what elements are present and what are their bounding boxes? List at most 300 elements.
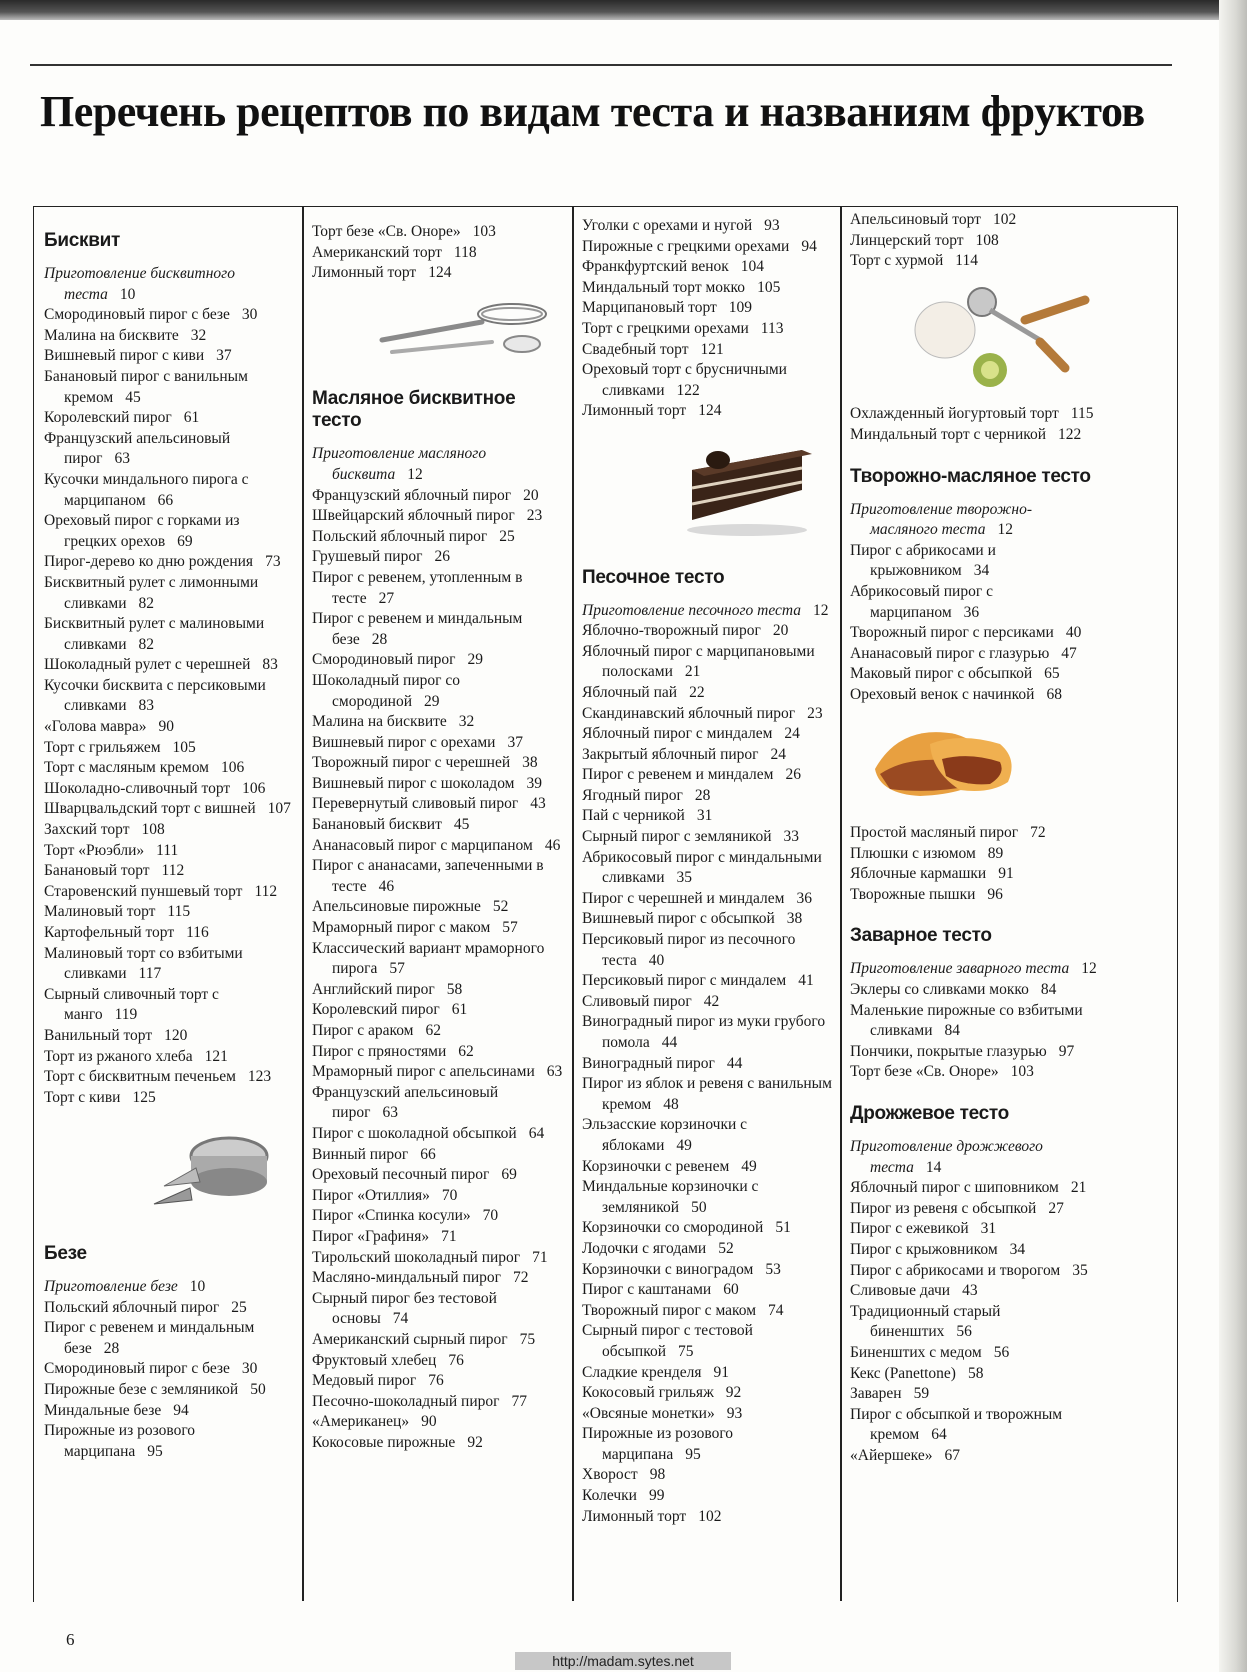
recipe-title: Лимонный торт (582, 1507, 687, 1525)
recipe-section (44, 1243, 296, 1462)
recipe-section (850, 925, 1098, 1083)
recipe-page-number: 45 (125, 388, 141, 406)
recipe-page-number: 113 (760, 319, 784, 337)
recipe-title: «Овсяные монетки» (582, 1404, 715, 1422)
recipe-title: Английский пирог (312, 980, 435, 998)
recipe-title: Пирог с ежевикой (850, 1220, 969, 1238)
recipe-page-number: 38 (522, 754, 538, 772)
recipe-entry (44, 1026, 296, 1047)
recipe-title: Корзиночки с виноградом (582, 1260, 754, 1278)
recipe-entry (850, 685, 1098, 706)
recipe-entry (582, 930, 834, 971)
recipe-page-number: 59 (913, 1385, 930, 1403)
recipe-entry (44, 1298, 296, 1319)
recipe-page-number: 70 (482, 1207, 499, 1225)
recipe-page-number: 23 (526, 507, 543, 525)
recipe-title: Пирог с каштанами (582, 1281, 712, 1299)
recipe-page-number: 123 (247, 1068, 272, 1086)
recipe-entry (44, 882, 296, 903)
recipe-page-number: 60 (723, 1281, 739, 1299)
recipe-title: Персиковый пирог с миндалем (582, 972, 787, 990)
recipe-entry (582, 1404, 834, 1425)
recipe-page-number: 76 (448, 1351, 464, 1369)
recipe-entry (312, 568, 566, 609)
recipe-title: Шоколадный пирог со смородиной (312, 671, 461, 710)
recipe-page-number: 66 (157, 491, 174, 509)
recipe-entry (850, 404, 1098, 425)
recipe-entry (850, 1219, 1098, 1240)
recipe-page-number: 10 (189, 1277, 206, 1295)
recipe-section (582, 216, 834, 422)
recipe-entry (582, 1260, 834, 1281)
recipe-entry (850, 1261, 1098, 1282)
recipe-entry (44, 1359, 296, 1380)
recipe-entry (582, 724, 834, 745)
recipe-page-number: 43 (530, 795, 546, 813)
recipe-entry (582, 1074, 834, 1115)
recipe-section (44, 230, 296, 1108)
recipe-section (850, 466, 1098, 706)
recipe-page-number: 50 (250, 1380, 266, 1398)
recipe-page-number: 75 (678, 1342, 694, 1360)
recipe-title: Пирог «Графиня» (312, 1227, 430, 1245)
recipe-title: Банановый торт (44, 862, 150, 880)
recipe-title: Пирог с ревенем и миндалем (582, 766, 774, 784)
recipe-entry (582, 971, 834, 992)
recipe-title: Виноградный пирог из муки грубого помола (582, 1013, 826, 1051)
recipe-page-number: 34 (973, 562, 990, 580)
preparation-entry (850, 500, 1098, 541)
index-column-4 (850, 210, 1098, 1467)
recipe-entry (312, 1248, 566, 1269)
recipe-title: Лодочки с ягодами (582, 1239, 707, 1257)
recipe-page-number: 114 (955, 252, 978, 270)
recipe-entry (44, 470, 296, 511)
recipe-entry (582, 1301, 834, 1322)
recipe-page-number: 84 (944, 1022, 961, 1040)
recipe-page-number: 50 (691, 1198, 707, 1216)
recipe-entry (312, 897, 566, 918)
recipe-page-number: 27 (1048, 1199, 1064, 1217)
recipe-title: Бисквитный рулет с малиновыми сливками (44, 615, 265, 653)
recipe-entry (850, 980, 1098, 1001)
recipe-title: Корзиночки со смородиной (582, 1219, 764, 1237)
recipe-title: Песочно-шоколадный пирог (312, 1392, 500, 1410)
recipe-page-number: 71 (441, 1227, 457, 1245)
recipe-title: Медовый пирог (312, 1372, 417, 1390)
recipe-entry (582, 889, 834, 910)
recipe-entry (582, 216, 834, 237)
recipe-entry (312, 671, 566, 712)
recipe-title: Пирог с черешней и миндалем (582, 889, 785, 907)
recipe-entry (312, 1124, 566, 1145)
recipe-page-number: 10 (119, 285, 136, 303)
recipe-entry (582, 340, 834, 361)
recipe-page-number: 74 (768, 1301, 784, 1319)
recipe-entry (312, 1062, 566, 1083)
recipe-title: Хворост (582, 1466, 638, 1484)
recipe-title: Королевский пирог (312, 1001, 440, 1019)
recipe-entry (44, 655, 296, 676)
recipe-page-number: 93 (726, 1404, 743, 1422)
recipe-section (850, 1103, 1098, 1467)
recipe-page-number: 120 (164, 1026, 188, 1044)
recipe-section (582, 567, 834, 1528)
recipe-title: Тирольский шоколадный пирог (312, 1248, 521, 1266)
recipe-entry (850, 1405, 1098, 1446)
index-column-1 (44, 230, 296, 1462)
recipe-entry (44, 841, 296, 862)
recipe-page-number: 63 (114, 450, 130, 468)
recipe-entry (44, 1067, 296, 1088)
recipe-page-number: 105 (172, 738, 196, 756)
recipe-page-number: 122 (1058, 425, 1082, 443)
recipe-page-number: 56 (956, 1323, 972, 1341)
recipe-entry (312, 222, 566, 243)
recipe-entry (582, 1363, 834, 1384)
recipe-title: Французский апельсиновый пирог (44, 429, 231, 468)
recipe-page-number: 41 (798, 972, 814, 990)
recipe-title: Пирог с ревенем, утопленным в тесте (312, 568, 523, 607)
recipe-entry (312, 1083, 566, 1124)
recipe-page-number: 72 (1030, 824, 1046, 842)
recipe-entry (582, 278, 834, 299)
recipe-entry (44, 738, 296, 759)
recipe-entry (582, 1321, 834, 1362)
recipe-title: Пирог с ревенем и миндальным безе (44, 1319, 255, 1357)
recipe-entry (312, 1021, 566, 1042)
recipe-title: Малиновый торт со взбитыми сливками (44, 944, 243, 983)
recipe-title: Творожные пышки (850, 885, 976, 903)
recipe-title: Масляно-миндальный пирог (312, 1269, 502, 1287)
recipe-entry (850, 623, 1098, 644)
recipe-title: Уголки с орехами и нугой (582, 217, 753, 234)
recipe-entry (44, 820, 296, 841)
recipe-title: Апельсиновый торт (850, 211, 981, 228)
recipe-title: Приготовление заварного теста (850, 960, 1070, 978)
recipe-page-number: 116 (186, 924, 209, 941)
recipe-title: Яблочный пирог с шиповником (850, 1179, 1059, 1197)
recipe-title: Пирожные из розового марципана (582, 1425, 734, 1463)
recipe-page-number: 75 (519, 1330, 536, 1348)
recipe-title: Кусочки бисквита с персиковыми сливками (44, 676, 266, 715)
recipe-title: Мраморный пирог с апельсинами (312, 1063, 535, 1081)
recipe-entry (582, 1507, 834, 1528)
recipe-page-number: 45 (453, 816, 470, 834)
recipe-title: Пирожные из розового марципана (44, 1422, 196, 1460)
recipe-page-number: 44 (726, 1054, 743, 1072)
recipe-title: Пирожные с грецкими орехами (582, 237, 790, 255)
column-divider (302, 206, 304, 1601)
recipe-entry (44, 1401, 296, 1422)
recipe-page-number: 12 (1081, 960, 1097, 978)
recipe-entry (44, 326, 296, 347)
recipe-entry (44, 552, 296, 573)
recipe-title: Польский яблочный пирог (312, 527, 488, 545)
recipe-page-number: 46 (378, 877, 395, 895)
recipe-title: Картофельный торт (44, 924, 175, 941)
recipe-page-number: 30 (241, 306, 258, 324)
recipe-title: Творожный пирог с персиками (850, 624, 1054, 642)
recipe-title: Пирог-дерево ко дню рождения (44, 553, 254, 571)
recipe-title: Мраморный пирог с маком (312, 919, 491, 937)
recipe-entry (850, 1384, 1098, 1405)
recipe-title: Пирог «Спинка косули» (312, 1207, 471, 1225)
recipe-entry (582, 298, 834, 319)
recipe-page-number: 106 (220, 759, 245, 777)
recipe-entry (850, 644, 1098, 665)
whisk-illustration (372, 292, 566, 369)
recipe-title: Эльзасские корзиночки с яблоками (582, 1116, 748, 1154)
recipe-section (312, 388, 566, 1453)
recipe-entry (850, 1042, 1098, 1063)
recipe-entry (850, 210, 1098, 231)
recipe-page-number: 14 (925, 1158, 942, 1176)
recipe-entry (850, 1199, 1098, 1220)
recipe-entry (312, 1392, 566, 1413)
recipe-entry (312, 1371, 566, 1392)
recipe-page-number: 44 (661, 1034, 678, 1051)
recipe-entry (850, 231, 1098, 252)
recipe-page-number: 24 (784, 725, 800, 743)
recipe-title: Сливовый пирог (582, 992, 692, 1010)
recipe-page-number: 63 (382, 1104, 398, 1122)
recipe-title: Апельсиновые пирожные (312, 898, 481, 916)
recipe-entry (850, 1001, 1098, 1042)
recipe-entry (312, 794, 566, 815)
recipe-page-number: 84 (1040, 981, 1057, 999)
recipe-entry (44, 1421, 296, 1462)
recipe-section (312, 222, 566, 284)
recipe-page-number: 51 (775, 1219, 791, 1237)
recipe-page-number: 94 (173, 1401, 189, 1419)
recipe-title: Ананасовый пирог с марципаном (312, 836, 533, 854)
section-heading: Песочное тесто (582, 566, 725, 588)
recipe-entry (312, 650, 566, 671)
recipe-title: Пирог с ревенем и миндальным безе (312, 610, 523, 648)
recipe-title: Миндальный торт с черникой (850, 425, 1047, 443)
recipe-title: Швейцарский яблочный пирог (312, 507, 515, 525)
recipe-page-number: 103 (1010, 1063, 1034, 1081)
recipe-title: Сырный пирог с земляникой (582, 828, 772, 846)
recipe-page-number: 36 (796, 889, 812, 907)
recipe-title: «Американец» (312, 1413, 410, 1431)
recipe-entry (582, 319, 834, 340)
recipe-page-number: 31 (696, 807, 713, 825)
recipe-title: Американский торт (312, 243, 442, 261)
recipe-page-number: 115 (1070, 405, 1094, 423)
recipe-page-number: 94 (801, 237, 817, 255)
recipe-title: Приготовление безе (44, 1277, 178, 1295)
section-heading: Бисквит (44, 230, 120, 251)
recipe-page-number: 26 (785, 766, 801, 784)
recipe-entry (312, 1165, 566, 1186)
recipe-title: Французский апельсиновый пирог (312, 1083, 499, 1122)
recipe-page-number: 56 (993, 1343, 1010, 1361)
section-heading: Дрожжевое тесто (850, 1103, 1009, 1125)
recipe-entry (312, 527, 566, 548)
recipe-page-number: 63 (546, 1063, 563, 1081)
recipe-page-number: 104 (740, 258, 765, 276)
recipe-entry (312, 1206, 566, 1227)
recipe-title: Торт с грецкими орехами (582, 319, 749, 337)
recipe-entry (44, 1047, 296, 1068)
recipe-title: Приготовление масляного бисквита (312, 445, 487, 483)
recipe-page-number: 61 (451, 1001, 468, 1019)
recipe-entry (850, 1302, 1098, 1343)
recipe-page-number: 82 (138, 635, 155, 653)
recipe-title: Творожный пирог с маком (582, 1301, 757, 1319)
recipe-title: Старовенский пуншевый торт (44, 882, 243, 900)
recipe-page-number: 38 (786, 910, 803, 928)
recipe-page-number: 92 (467, 1433, 483, 1451)
recipe-page-number: 69 (501, 1166, 517, 1184)
recipe-page-number: 47 (1061, 644, 1077, 662)
recipe-title: Персиковый пирог из песочного теста (582, 931, 796, 969)
recipe-title: Пирог с крыжовником (850, 1241, 998, 1258)
recipe-page-number: 58 (967, 1364, 984, 1382)
recipe-entry (582, 1177, 834, 1218)
recipe-entry (582, 1239, 834, 1260)
recipe-title: Классический вариант мраморного пирога (312, 939, 545, 978)
recipe-entry (582, 704, 834, 725)
recipe-entry (582, 909, 834, 930)
recipe-entry (312, 856, 566, 897)
recipe-entry (312, 1000, 566, 1021)
recipe-page-number: 103 (472, 223, 496, 240)
recipe-page-number: 58 (446, 980, 463, 998)
recipe-page-number: 111 (156, 841, 179, 859)
recipe-page-number: 82 (138, 594, 155, 612)
recipe-page-number: 117 (138, 965, 162, 983)
recipe-page-number: 115 (167, 903, 191, 921)
recipe-entry (582, 237, 834, 258)
recipe-entry (312, 547, 566, 568)
recipe-title: Вишневый пирог с киви (44, 347, 205, 365)
recipe-page-number: 22 (689, 683, 705, 701)
recipe-page-number: 96 (987, 885, 1003, 903)
recipe-entry (312, 486, 566, 507)
recipe-title: Перевернутый сливовый пирог (312, 795, 519, 813)
recipe-entry (44, 511, 296, 552)
recipe-entry (44, 305, 296, 326)
recipe-entry (312, 506, 566, 527)
recipe-title: Кокосовые пирожные (312, 1433, 456, 1451)
recipe-title: Торт с грильяжем (44, 738, 161, 756)
recipe-title: Шоколадно-сливочный торт (44, 779, 231, 797)
recipe-page-number: 95 (147, 1442, 163, 1460)
recipe-page-number: 99 (648, 1487, 665, 1505)
recipe-title: Американский сырный пирог (312, 1330, 508, 1348)
recipe-page-number: 69 (177, 532, 193, 550)
recipe-page-number: 27 (378, 589, 395, 607)
recipe-title: Скандинавский яблочный пирог (582, 704, 796, 722)
recipe-entry (582, 1012, 834, 1053)
recipe-title: Заварен (850, 1385, 902, 1403)
recipe-title: «Голова мавра» (44, 718, 147, 736)
recipe-title: Королевский пирог (44, 409, 172, 427)
recipe-entry (44, 573, 296, 614)
recipe-page-number: 106 (242, 779, 266, 797)
recipe-title: Сливовые дачи (850, 1282, 951, 1300)
recipe-page-number: 95 (685, 1445, 701, 1463)
recipe-entry (44, 614, 296, 655)
recipe-page-number: 70 (441, 1186, 458, 1204)
recipe-title: Пирог с абрикосами и крыжовником (850, 541, 996, 580)
recipe-title: Сырный пирог без тестовой основы (312, 1289, 497, 1328)
recipe-page-number: 74 (392, 1310, 409, 1328)
recipe-title: Пирог из яблок и ревеня с ванильным кремом (582, 1075, 832, 1113)
index-column-3 (582, 216, 834, 1527)
recipe-page-number: 107 (267, 800, 291, 818)
recipe-title: Традиционный старый биненштих (850, 1302, 1001, 1341)
recipe-page-number: 77 (511, 1392, 527, 1410)
recipe-title: Франкфуртский венок (582, 258, 729, 276)
recipe-entry (312, 1330, 566, 1351)
recipe-page-number: 52 (718, 1239, 734, 1257)
recipe-entry (582, 1465, 834, 1486)
recipe-page-number: 122 (676, 381, 700, 399)
recipe-entry (582, 1218, 834, 1239)
recipe-page-number: 31 (980, 1220, 997, 1238)
recipe-title: Ягодный пирог (582, 786, 683, 804)
recipe-title: Творожный пирог с черешней (312, 754, 511, 772)
recipe-title: Банановый бисквит (312, 816, 442, 834)
section-heading: Масляное бисквитное тесто (312, 388, 516, 432)
preparation-entry (582, 601, 834, 622)
recipe-entry (312, 1227, 566, 1248)
recipe-title: Торт безе «Св. Оноре» (850, 1063, 999, 1081)
recipe-entry (582, 683, 834, 704)
recipe-page-number: 112 (254, 882, 278, 900)
recipe-entry (312, 712, 566, 733)
recipe-page-number: 109 (728, 299, 753, 317)
recipe-page-number: 71 (532, 1248, 548, 1266)
recipe-page-number: 124 (428, 264, 452, 282)
recipe-entry (44, 1380, 296, 1401)
recipe-title: Вишневый пирог с обсыпкой (582, 910, 775, 928)
recipe-entry (44, 923, 296, 944)
recipe-entry (312, 918, 566, 939)
recipe-entry (44, 1088, 296, 1109)
recipe-page-number: 39 (526, 774, 542, 792)
recipe-title: Яблочный пай (582, 683, 678, 701)
recipe-entry (582, 1115, 834, 1156)
recipe-page-number: 49 (676, 1136, 692, 1154)
recipe-title: Ореховый пирог с горками из грецких орехов (44, 512, 240, 550)
recipe-title: Вишневый пирог с орехами (312, 733, 496, 751)
recipe-entry (312, 939, 566, 980)
recipe-title: Пай с черникой (582, 807, 685, 825)
recipe-title: Приготовление бисквитного теста (44, 265, 235, 303)
section-heading: Творожно-масляное тесто (850, 465, 1091, 487)
recipe-page-number: 35 (1072, 1261, 1088, 1279)
recipe-section (850, 823, 1098, 905)
recipe-title: Охлажденный йогуртовый торт (850, 405, 1059, 423)
recipe-title: Маленькие пирожные со взбитыми сливками (850, 1001, 1083, 1040)
recipe-page-number: 37 (507, 733, 523, 751)
recipe-title: Пирог «Отиллия» (312, 1186, 430, 1204)
recipe-page-number: 53 (765, 1260, 781, 1278)
recipe-title: Миндальные корзиночки с земляникой (582, 1178, 759, 1216)
recipe-section (850, 404, 1098, 445)
filled-pastry-illustration (860, 714, 1098, 816)
recipe-entry (44, 1318, 296, 1359)
recipe-entry (582, 401, 834, 422)
recipe-title: Пирог с шоколадной обсыпкой (312, 1124, 517, 1142)
recipe-entry (582, 1424, 834, 1465)
recipe-title: Яблочно-творожный пирог (582, 622, 761, 640)
